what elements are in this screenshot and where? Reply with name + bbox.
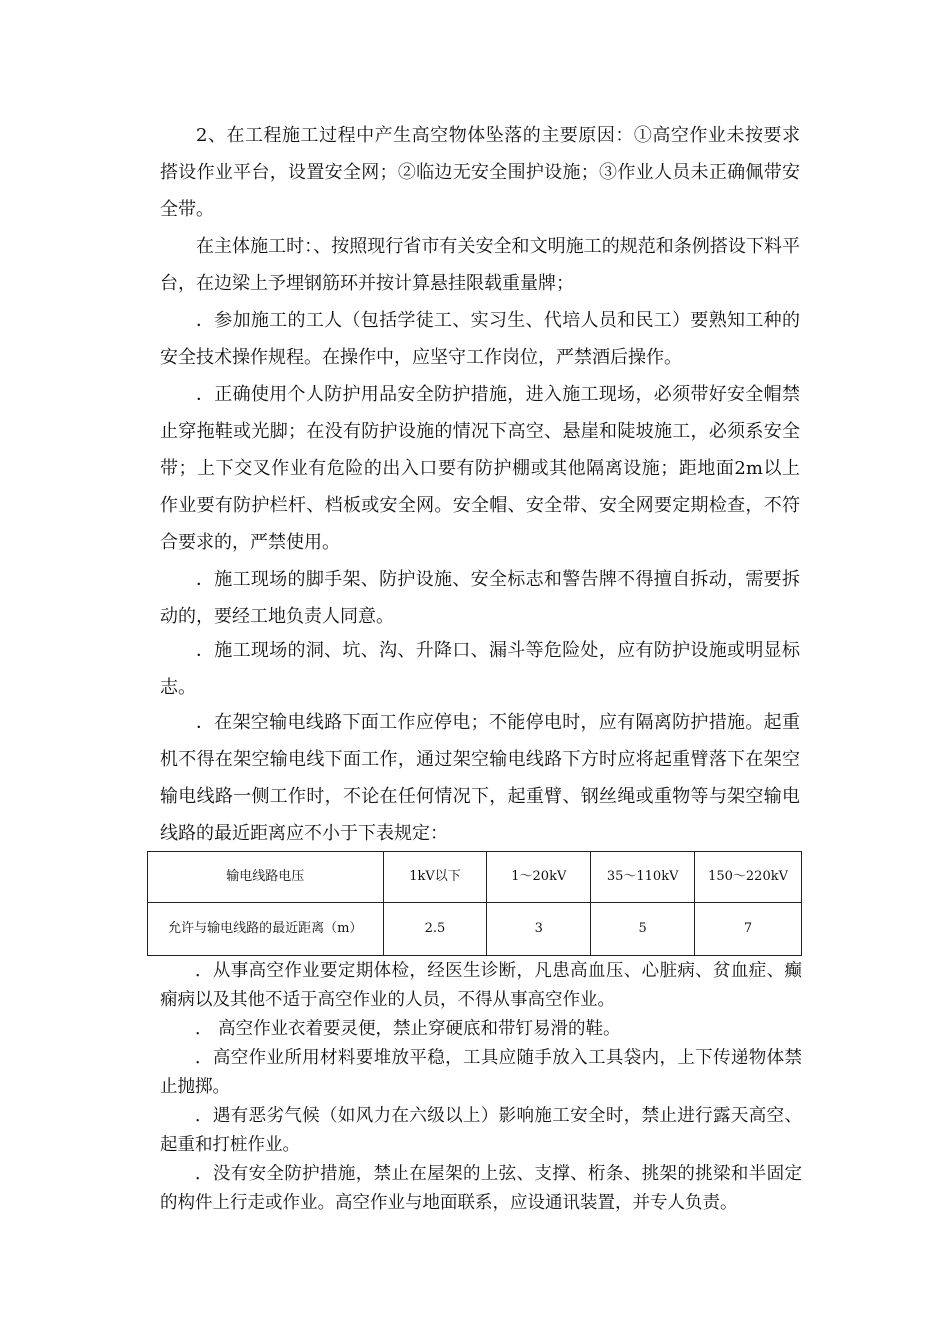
paragraph-no-protection: ．没有安全防护措施，禁止在屋架的上弦、支撑、桁条、挑架的挑梁和半固定的构件上行走或作业。高空作业与地面联系，应设通讯装置，并专人负责。 xyxy=(160,1164,802,1213)
table-cell: 7 xyxy=(695,903,802,956)
table-row xyxy=(148,903,802,956)
paragraph-health-check: ．从事高空作业要定期体检，经医生诊断，凡患高血压、心脏病、贫血症、癫痫病以及其他不适于高空作业的人员，不得从事高空作业。 xyxy=(160,961,802,1010)
table-cell: 允许与输电线路的最近距离（m） xyxy=(148,903,384,956)
paragraph-protective-equipment: ．正确使用个人防护用品安全防护措施，进入施工现场，必须带好安全帽禁止穿拖鞋或光脚；在没有防护设施的情况下高空、悬崖和陡坡施工，必须系安全带；上下交叉作业有危险的出入口要有防护棚或其他隔离设施；距地面2m以上作业要有防护栏杆、档板或安全网。安全帽、安全带、安全网要定期检查，不符合要求的，严禁使用。 xyxy=(160,384,800,553)
power-line-distance-table xyxy=(147,851,802,956)
table-cell: 3 xyxy=(487,903,591,956)
table-row xyxy=(148,852,802,903)
table-header-cell: 1kV以下 xyxy=(383,852,487,903)
table-header-cell: 1～20kV xyxy=(487,852,591,903)
paragraph-weather: ．遇有恶劣气候（如风力在六级以上）影响施工安全时，禁止进行露天高空、起重和打桩作业。 xyxy=(160,1106,802,1155)
paragraph-scaffold: ．施工现场的脚手架、防护设施、安全标志和警告牌不得擅自拆动，需要拆动的，要经工地负责人同意。 xyxy=(160,569,800,627)
paragraph-power-lines: ．在架空输电线路下面工作应停电；不能停电时，应有隔离防护措施。起重机不得在架空输电线下面工作，通过架空输电线路下方时应将起重臂落下在架空输电线路一侧工作时，不论在任何情况下，起重臂、钢丝绳或重物等与架空输电线路的最近距离应不小于下表规定： xyxy=(160,712,800,844)
paragraph-fall-causes: 2、在工程施工过程中产生高空物体坠落的主要原因：①高空作业未按要求搭设作业平台，设置安全网；②临边无安全围护设施；③作业人员未正确佩带安全带。 xyxy=(160,125,800,220)
table-header-cell: 35～110kV xyxy=(591,852,695,903)
table-header-cell: 输电线路电压 xyxy=(148,852,384,903)
table-header-cell: 150～220kV xyxy=(695,852,802,903)
paragraph-materials: ．高空作业所用材料要堆放平稳，工具应随手放入工具袋内，上下传递物体禁止抛掷。 xyxy=(160,1048,802,1097)
table-cell: 5 xyxy=(591,903,695,956)
table-cell: 2.5 xyxy=(383,903,487,956)
paragraph-clothing: ． 高空作业衣着要灵便，禁止穿硬底和带钉易滑的鞋。 xyxy=(195,1019,621,1039)
paragraph-hazard-openings: ．施工现场的洞、坑、沟、升降口、漏斗等危险处，应有防护设施或明显标志。 xyxy=(160,640,800,698)
paragraph-workers-rules: ．参加施工的工人（包括学徒工、实习生、代培人员和民工）要熟知工种的安全技术操作规程。在操作中，应坚守工作岗位，严禁酒后操作。 xyxy=(160,310,800,368)
paragraph-main-construction: 在主体施工时：、按照现行省市有关安全和文明施工的规范和条例搭设下料平台，在边梁上予埋钢筋环并按计算悬挂限载重量牌； xyxy=(160,236,800,294)
